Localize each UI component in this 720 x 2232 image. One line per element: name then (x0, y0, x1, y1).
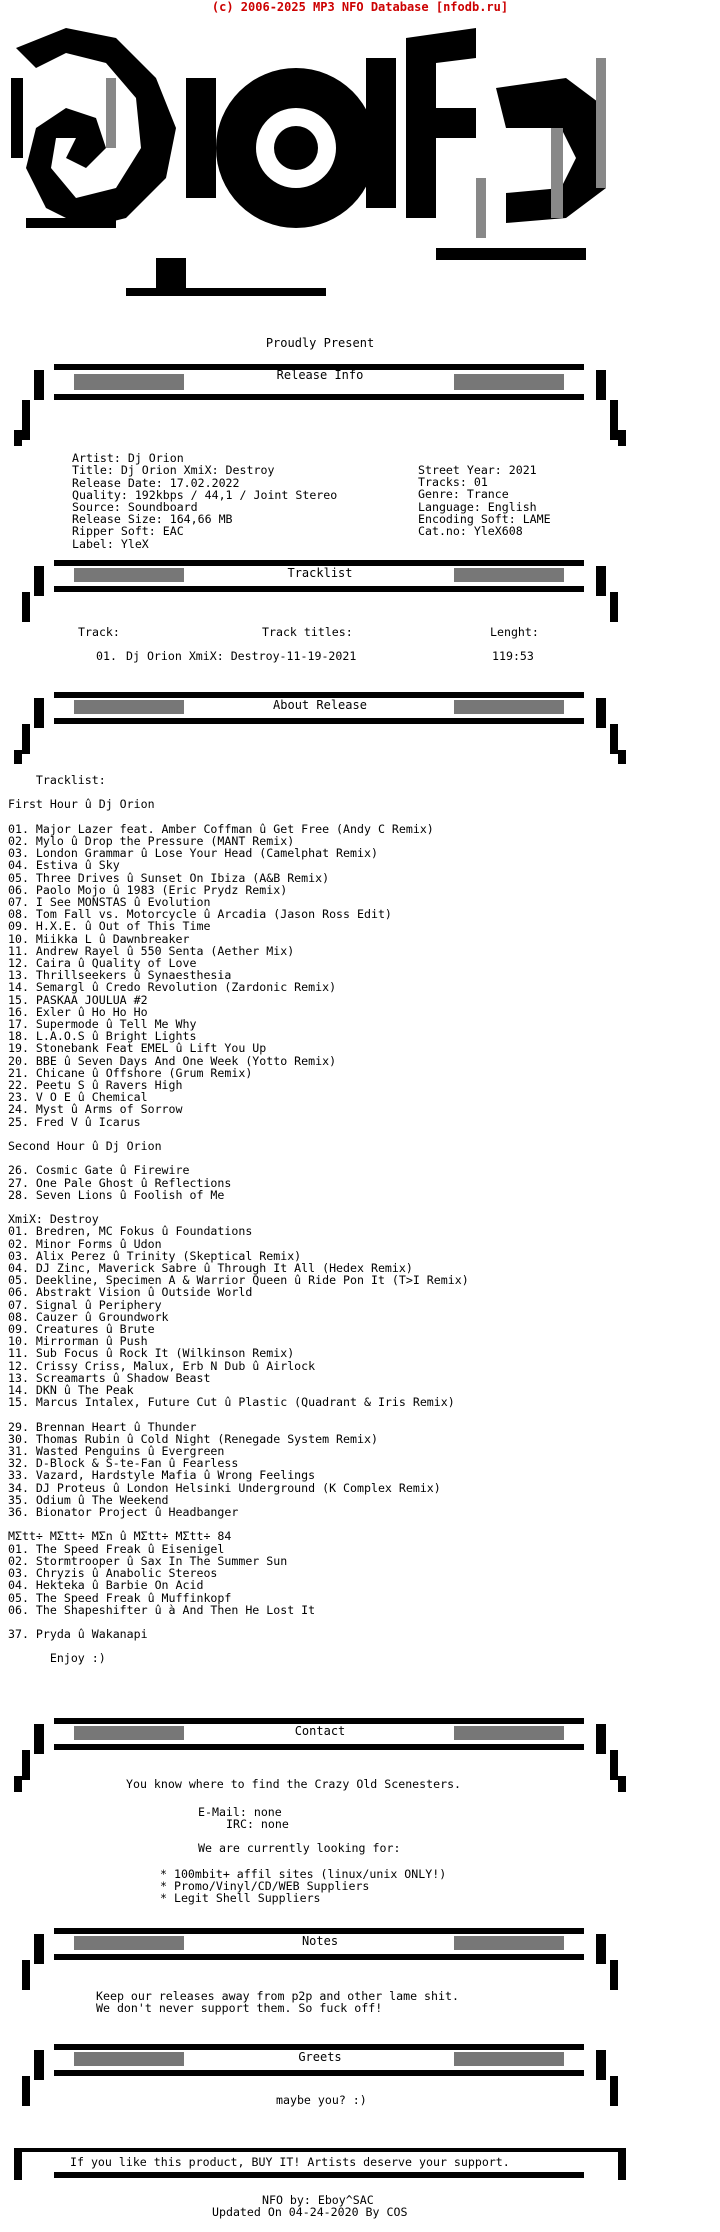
quality: Quality: 192kbps / 44,1 / Joint Stereo (72, 487, 338, 502)
about-line: 09. Creatures û Brute (8, 1322, 155, 1337)
about-line: 21. Chicane û Offshore (Grum Remix) (8, 1065, 253, 1080)
contact-item-1: * 100mbit+ affil sites (linux/unix ONLY!) (160, 1867, 447, 1881)
contact-email: E-Mail: none (198, 1805, 282, 1819)
about-line: 09. H.X.E. û Out of This Time (8, 919, 211, 934)
ripper-soft: Ripper Soft: EAC (72, 524, 184, 539)
about-line: 20. BBE û Seven Days And One Week (Yotto Remix) (8, 1053, 337, 1068)
about-line: 11. Sub Focus û Rock It (Wilkinson Remix) (8, 1346, 295, 1361)
about-line: 13. Screamarts û Shadow Beast (8, 1370, 211, 1385)
encoding-soft: Encoding Soft: LAME (418, 511, 551, 526)
about-line: 04. Hekteka û Barbie On Acid (8, 1578, 204, 1593)
about-line: 03. Chryzis û Anabolic Stereos (8, 1566, 218, 1581)
about-line: 10. Miikka L û Dawnbreaker (8, 931, 190, 946)
source: Source: Soundboard (72, 500, 198, 515)
about-line: 04. Estiva û Sky (8, 858, 120, 873)
footer-nfo-by: NFO by: Eboy^SAC (262, 2193, 374, 2207)
section-title-greets: Greets (298, 2050, 342, 2064)
ascii-logo (6, 18, 618, 334)
about-line: 14. DKN û The Peak (8, 1383, 134, 1398)
col-titles: Track titles: (262, 625, 353, 639)
about-line: 02. Stormtrooper û Sax In The Summer Sun (8, 1553, 288, 1568)
about-line: 03. London Grammar û Lose Your Head (Camelphat Remix) (8, 846, 378, 861)
about-line: 08. Cauzer û Groundwork (8, 1309, 169, 1324)
title: Title: Dj Orion XmiX: Destroy (72, 463, 275, 478)
contact-item-3: * Legit Shell Suppliers (160, 1891, 321, 1905)
about-line: 15. PASKAA JOULUA #2 (8, 992, 148, 1007)
footer-support: If you like this product, BUY IT! Artists deserve your support. (70, 2155, 510, 2169)
contact-irc: IRC: none (226, 1817, 289, 1831)
about-line: Tracklist: (8, 773, 106, 787)
about-line: 31. Wasted Penguins û Evergreen (8, 1444, 225, 1459)
about-line: 27. One Pale Ghost û Reflections (8, 1175, 232, 1190)
section-title-notes: Notes (301, 1934, 339, 1948)
about-line: 07. Signal û Periphery (8, 1297, 162, 1312)
track-row-length: 119:53 (492, 649, 534, 663)
about-tracklist (8, 774, 469, 1665)
section-title-contact: Contact (294, 1724, 346, 1738)
about-line: 06. The Shapeshifter û à And Then He Lost It (8, 1602, 316, 1617)
about-line: 22. Peetu S û Ravers High (8, 1078, 183, 1093)
about-line: 06. Abstrakt Vision û Outside World (8, 1285, 253, 1300)
release-info-left (72, 440, 337, 550)
about-line: 36. Bionator Project û Headbanger (8, 1505, 239, 1520)
about-line: 15. Marcus Intalex, Future Cut û Plastic (Quadrant & Iris Remix) (8, 1395, 455, 1410)
about-line: 10. Mirrorman û Push (8, 1334, 148, 1349)
about-line: Second Hour û Dj Orion (8, 1139, 162, 1154)
about-line: 06. Paolo Mojo û 1983 (Eric Prydz Remix) (8, 882, 288, 897)
about-line: 03. Alix Perez û Trinity (Skeptical Remix) (8, 1248, 302, 1263)
artist: Artist: Dj Orion (72, 451, 184, 466)
about-line: 01. Major Lazer feat. Amber Coffman û Get Free (Andy C Remix) (8, 821, 434, 836)
about-line: 19. Stonebank Feat EMEL û Lift You Up (8, 1041, 267, 1056)
about-line: 17. Supermode û Tell Me Why (8, 1017, 197, 1032)
col-track: Track: (78, 625, 120, 639)
about-line: 30. Thomas Rubin û Cold Night (Renegade System Remix) (8, 1431, 378, 1446)
about-line: 35. Odium û The Weekend (8, 1492, 169, 1507)
release-date: Release Date: 17.02.2022 (72, 475, 240, 490)
about-line: 37. Pryda û Wakanapi (8, 1627, 148, 1642)
copyright-header: (c) 2006-2025 MP3 NFO Database [nfodb.ru] (211, 0, 509, 14)
about-line: XmiX: Destroy (8, 1212, 99, 1227)
about-line: 12. Crissy Criss, Malux, Erb N Dub û Airlock (8, 1358, 316, 1373)
about-line: 01. The Speed Freak û Eisenigel (8, 1541, 225, 1556)
about-line: 04. DJ Zinc, Maverick Sabre û Through It All (Hedex Remix) (8, 1261, 413, 1276)
about-line: 23. V O E û Chemical (8, 1090, 148, 1105)
cat-no: Cat.no: YleX608 (418, 524, 523, 539)
about-line: 05. Deekline, Specimen A & Warrior Queen û Ride Pon It (T>I Remix) (8, 1273, 469, 1288)
about-line: 24. Myst û Arms of Sorrow (8, 1102, 183, 1117)
release-size: Release Size: 164,66 MB (72, 512, 233, 527)
about-line: 05. Three Drives û Sunset On Ibiza (A&B Remix) (8, 870, 330, 885)
track-row-num: 01. (96, 649, 117, 663)
section-title-about: About Release (273, 698, 367, 712)
label: Label: YleX (72, 536, 149, 551)
about-line: 32. D-Block & S-te-Fan û Fearless (8, 1456, 239, 1471)
track-row-title: Dj Orion XmiX: Destroy-11-19-2021 (126, 649, 357, 663)
street-year: Street Year: 2021 (418, 463, 537, 477)
about-line (8, 1408, 469, 1420)
about-line: 12. Caira û Quality of Love (8, 956, 197, 971)
contact-line: You know where to find the Crazy Old Scenesters. (126, 1777, 462, 1791)
about-line: 07. I See MONSTAS û Evolution (8, 895, 211, 909)
about-line: 18. L.A.O.S û Bright Lights (8, 1029, 197, 1044)
col-length: Lenght: (490, 625, 539, 639)
notes-line-2: We don't never support them. So fuck off! (96, 2001, 383, 2015)
about-line: 11. Andrew Rayel û 550 Senta (Aether Mix) (8, 943, 295, 958)
greets-line: maybe you? :) (276, 2093, 367, 2107)
proudly-present: Proudly Present (265, 336, 375, 350)
tracks-count: Tracks: 01 (418, 475, 488, 490)
about-line: 02. Minor Forms û Udon (8, 1236, 162, 1251)
about-line: 01. Bredren, MC Fokus û Foundations (8, 1224, 253, 1239)
about-line: 16. Exler û Ho Ho Ho (8, 1004, 148, 1019)
section-title-release-info: Release Info (276, 368, 364, 382)
about-line: 05. The Speed Freak û Muffinkopf (8, 1590, 232, 1605)
about-line: 34. DJ Proteus û London Helsinki Underground (K Complex Remix) (8, 1480, 441, 1495)
about-line: 25. Fred V û Icarus (8, 1114, 141, 1129)
release-info-right (418, 464, 551, 537)
about-line: 02. Mylo û Drop the Pressure (MANT Remix) (8, 833, 295, 848)
about-line (8, 811, 469, 823)
section-title-tracklist: Tracklist (287, 566, 353, 580)
about-line: 26. Cosmic Gate û Firewire (8, 1163, 190, 1178)
about-line: First Hour û Dj Orion (8, 797, 155, 812)
footer-updated: Updated On 04-24-2020 By COS (212, 2205, 408, 2219)
about-line: 29. Brennan Heart û Thunder (8, 1419, 197, 1434)
contact-item-2: * Promo/Vinyl/CD/WEB Suppliers (160, 1879, 370, 1893)
about-line: 33. Vazard, Hardstyle Mafia û Wrong Feelings (8, 1468, 316, 1483)
about-line: 08. Tom Fall vs. Motorcycle û Arcadia (Jason Ross Edit) (8, 907, 392, 922)
about-line: Enjoy :) (8, 1651, 106, 1666)
about-line: 28. Seven Lions û Foolish of Me (8, 1187, 225, 1202)
about-line: MΣtt÷ MΣtt÷ MΣn û MΣtt÷ MΣtt÷ 84 (8, 1529, 232, 1544)
language: Language: English (418, 499, 537, 514)
about-line: 13. Thrillseekers û Synaesthesia (8, 968, 232, 983)
contact-looking: We are currently looking for: (198, 1841, 401, 1855)
genre: Genre: Trance (418, 487, 509, 502)
notes-line-1: Keep our releases away from p2p and other lame shit. (96, 1989, 459, 2003)
about-line: 14. Semargl û Credo Revolution (Zardonic Remix) (8, 980, 337, 995)
